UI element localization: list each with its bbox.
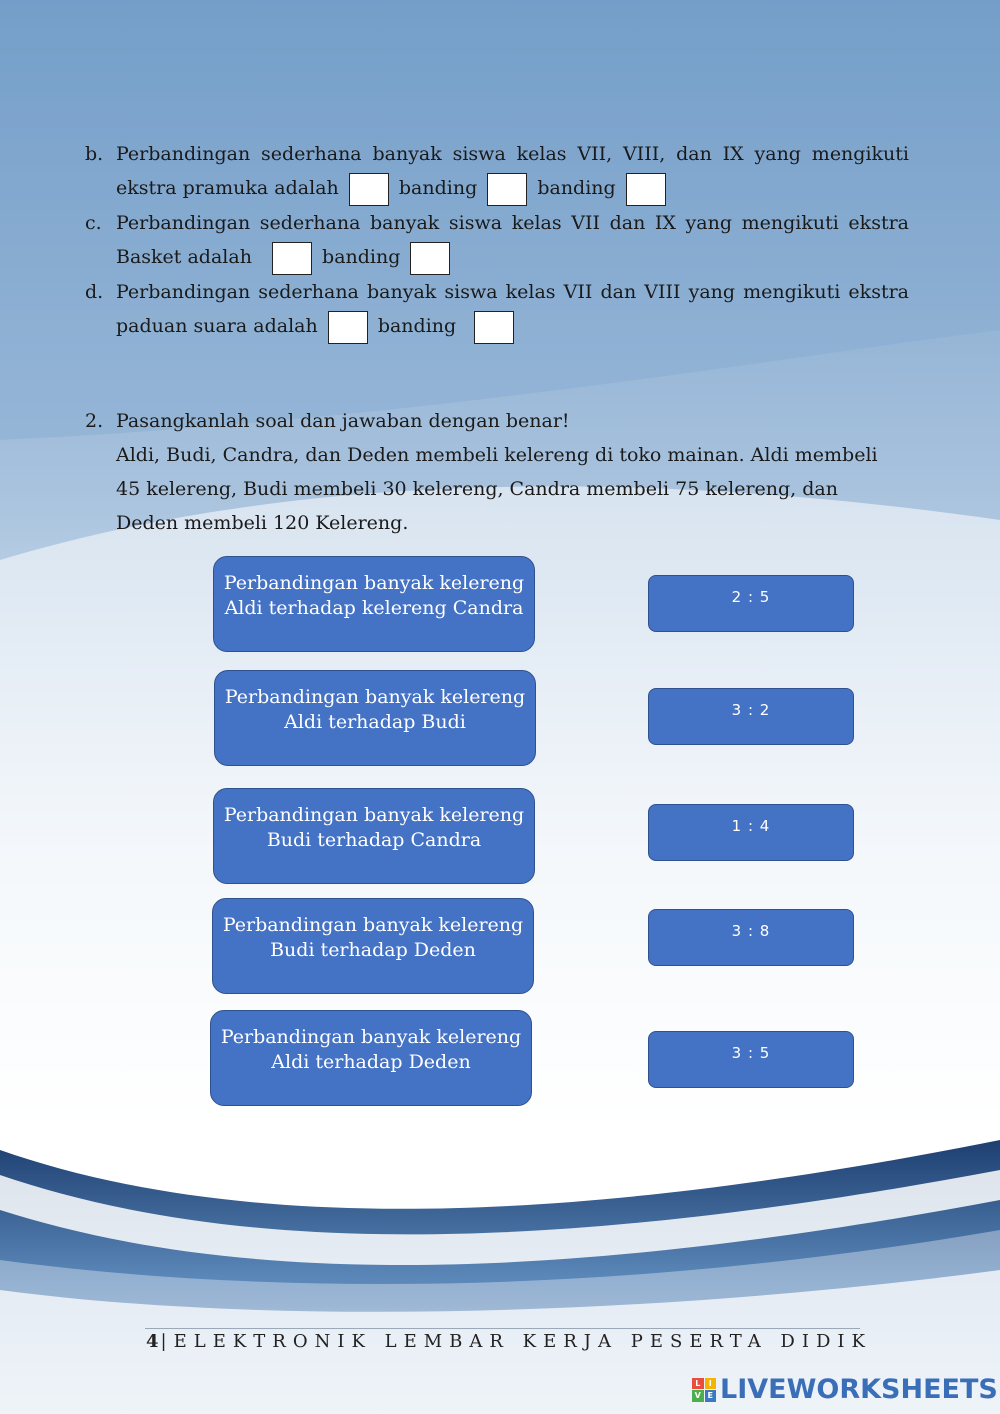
- page-number: 4: [146, 1331, 161, 1352]
- prompt-line2: Aldi terhadap Budi: [284, 711, 466, 733]
- banding-text: banding: [398, 177, 478, 199]
- banding-text: banding: [537, 177, 616, 199]
- prompt-line2: Budi terhadap Deden: [270, 939, 476, 961]
- question-d-text: Perbandingan sederhana banyak siswa kelas VII dan VIII yang mengikuti ekstra paduan suara adalah: [116, 281, 909, 337]
- question-c: [85, 206, 909, 275]
- prompt-box[interactable]: [213, 556, 535, 652]
- question-b-label: b.: [85, 143, 104, 165]
- prompt-line1: Perbandingan banyak kelereng: [220, 1026, 522, 1048]
- prompt-line2: Aldi terhadap kelereng Candra: [224, 597, 524, 619]
- answer-box-c2[interactable]: [410, 242, 450, 275]
- answer-box-c1[interactable]: [272, 242, 312, 275]
- prompt-line1: Perbandingan banyak kelereng: [224, 686, 526, 708]
- answer-box-d2[interactable]: [474, 311, 514, 344]
- answer-option[interactable]: 1 : 4: [648, 804, 854, 861]
- answer-box-d1[interactable]: [328, 311, 368, 344]
- question-c-label: c.: [85, 212, 102, 234]
- question-b: [85, 137, 909, 206]
- answer-option[interactable]: 2 : 5: [648, 575, 854, 632]
- prompt-line2: Aldi terhadap Deden: [271, 1051, 471, 1073]
- answer-box-b1[interactable]: [349, 173, 389, 206]
- footer-divider: [145, 1328, 860, 1329]
- banding-text: banding: [322, 246, 401, 268]
- answer-option[interactable]: 3 : 2: [648, 688, 854, 745]
- question-d: [85, 275, 909, 344]
- answer-option[interactable]: 3 : 8: [648, 909, 854, 966]
- prompt-box[interactable]: [213, 788, 535, 884]
- prompt-line1: Perbandingan banyak kelereng: [223, 804, 525, 826]
- question-2-instruction: Pasangkanlah soal dan jawaban dengan benar!: [116, 410, 570, 432]
- footer: [146, 1331, 872, 1352]
- question-2-number: 2.: [85, 410, 104, 432]
- prompt-line1: Perbandingan banyak kelereng: [222, 914, 524, 936]
- liveworksheets-watermark: [692, 1374, 998, 1405]
- footer-separator: |: [160, 1331, 174, 1352]
- question-2-story: Aldi, Budi, Candra, dan Deden membeli kelereng di toko mainan. Aldi membeli 45 kelereng, Budi membeli 30 kelereng, Candra membeli 75 kelereng, dan Deden membeli 120 Kelereng.: [116, 444, 878, 534]
- footer-title: ELEKTRONIK LEMBAR KERJA PESERTA DIDIK: [173, 1331, 872, 1352]
- question-d-label: d.: [85, 281, 104, 303]
- liveworksheets-text: LIVEWORKSHEETS: [720, 1374, 998, 1405]
- question-b-text: Perbandingan sederhana banyak siswa kelas VII, VIII, dan IX yang mengikuti ekstra pramuka adalah: [116, 143, 909, 199]
- prompt-line1: Perbandingan banyak kelereng: [223, 572, 525, 594]
- answer-box-b3[interactable]: [626, 173, 666, 206]
- prompt-box[interactable]: [214, 670, 536, 766]
- question-2: [85, 404, 909, 540]
- question-c-text: Perbandingan sederhana banyak siswa kelas VII dan IX yang mengikuti ekstra Basket adalah: [116, 212, 909, 268]
- answer-option[interactable]: 3 : 5: [648, 1031, 854, 1088]
- prompt-box[interactable]: [210, 1010, 532, 1106]
- prompt-line2: Budi terhadap Candra: [266, 829, 482, 851]
- prompt-box[interactable]: [212, 898, 534, 994]
- banding-text: banding: [377, 315, 457, 337]
- liveworksheets-logo-icon: L I V E: [692, 1378, 716, 1402]
- answer-box-b2[interactable]: [487, 173, 527, 206]
